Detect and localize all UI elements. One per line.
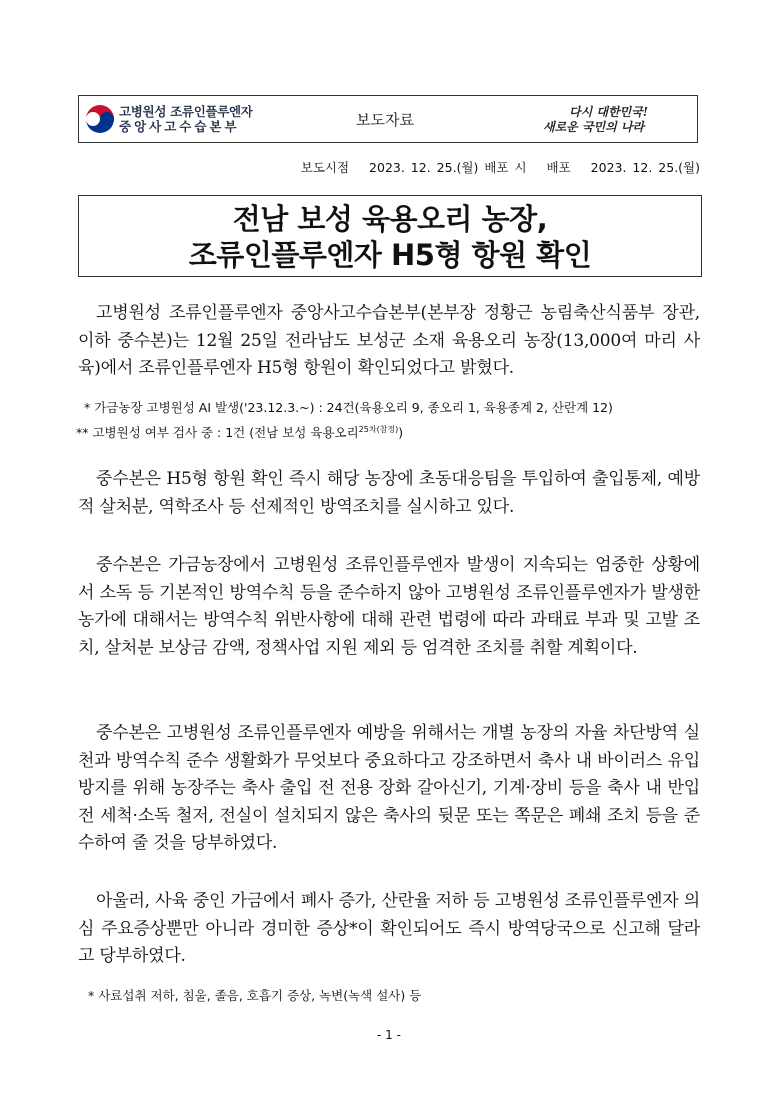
note-1: * 가금농장 고병원성 AI 발생('23.12.3.~) : 24건(육용오리 9, 종오리 1, 육용종계 2, 산란계 12) <box>84 400 613 415</box>
note-2-end: ) <box>398 425 404 441</box>
org-block <box>79 104 315 134</box>
slogan-line2: 새로운 국민의 나라 <box>543 120 645 134</box>
note-2-main: ** 고병원성 여부 검사 중 : 1건 (전남 보성 육용오리 <box>76 425 359 441</box>
page-number: - 1 - <box>377 1028 401 1042</box>
title-box <box>78 195 702 277</box>
header-box <box>78 95 698 143</box>
release-label: 보도시점 <box>300 160 350 175</box>
slogan-calligraphy-icon <box>539 102 689 136</box>
note-2 <box>76 420 403 443</box>
government-emblem-icon <box>85 104 115 134</box>
distribution-date: 2023. 12. 25.(월) <box>590 160 700 175</box>
title-line1: 전남 보성 육용오리 농장, <box>232 202 548 236</box>
title-line2: 조류인플루엔자 H5형 항원 확인 <box>188 238 592 272</box>
org-name-line1: 고병원성 조류인플루엔자 <box>119 104 253 119</box>
release-date: 2023. 12. 25.(월) 배포 시 <box>369 160 527 175</box>
slogan-line1: 다시 대한민국! <box>569 105 648 119</box>
paragraph-2: 중수본은 H5형 항원 확인 즉시 해당 농장에 초동대응팀을 투입하여 출입통제, 예방적 살처분, 역학조사 등 선제적인 방역조치를 실시하고 있다. <box>78 469 700 517</box>
slogan-logo <box>455 102 697 136</box>
paragraph-1: 고병원성 조류인플루엔자 중앙사고수습본부(본부장 정황근 농림축산식품부 장관, 이하 중수본)는 12월 25일 전라남도 보성군 소재 육용오리 농장(13,000여 마리 사육)에서 조류인플루엔자 H5형 항원이 확인되었다고 밝혔다. <box>78 303 700 378</box>
release-info <box>0 158 700 176</box>
paragraph-3: 중수본은 가금농장에서 고병원성 조류인플루엔자 발생이 지속되는 엄중한 상황에서 소독 등 기본적인 방역수칙 등을 준수하지 않아 고병원성 조류인플루엔자가 발생한 농가에 대해서는 방역수칙 위반사항에 대해 관련 법령에 따라 과태료 부과 및 고발 조치, 살처분 보상금 감액, 정책사업 지원 제외 등 엄격한 조치를 취할 계획이다. <box>78 555 700 658</box>
paragraph-4: 중수본은 고병원성 조류인플루엔자 예방을 위해서는 개별 농장의 자율 차단방역 실천과 방역수칙 준수 생활화가 무엇보다 중요하다고 강조하면서 축사 내 바이러스 유입 방지를 위해 농장주는 축사 출입 전 전용 장화 갈아신기, 기계·장비 등을 축사 내 반입 전 세척·소독 철저, 전실이 설치되지 않은 축사의 뒷문 또는 쪽문은 폐쇄 조치 등을 준수하여 줄 것을 당부하였다. <box>78 723 700 853</box>
distribution-label: 배포 <box>546 160 571 175</box>
note-3: * 사료섭취 저하, 침울, 졸음, 호흡기 증상, 녹변(녹색 설사) 등 <box>88 988 422 1003</box>
paragraph-5: 아울러, 사육 중인 가금에서 폐사 증가, 산란율 저하 등 고병원성 조류인플루엔자 의심 주요증상뿐만 아니라 경미한 증상*이 확인되어도 즉시 방역당국으로 신고해 달라고 당부하였다. <box>78 891 700 966</box>
org-name-line2: 중앙사고수습본부 <box>119 119 240 134</box>
note-2-sup: 25차(참정) <box>358 425 399 434</box>
doc-type-label: 보도자료 <box>356 110 414 129</box>
